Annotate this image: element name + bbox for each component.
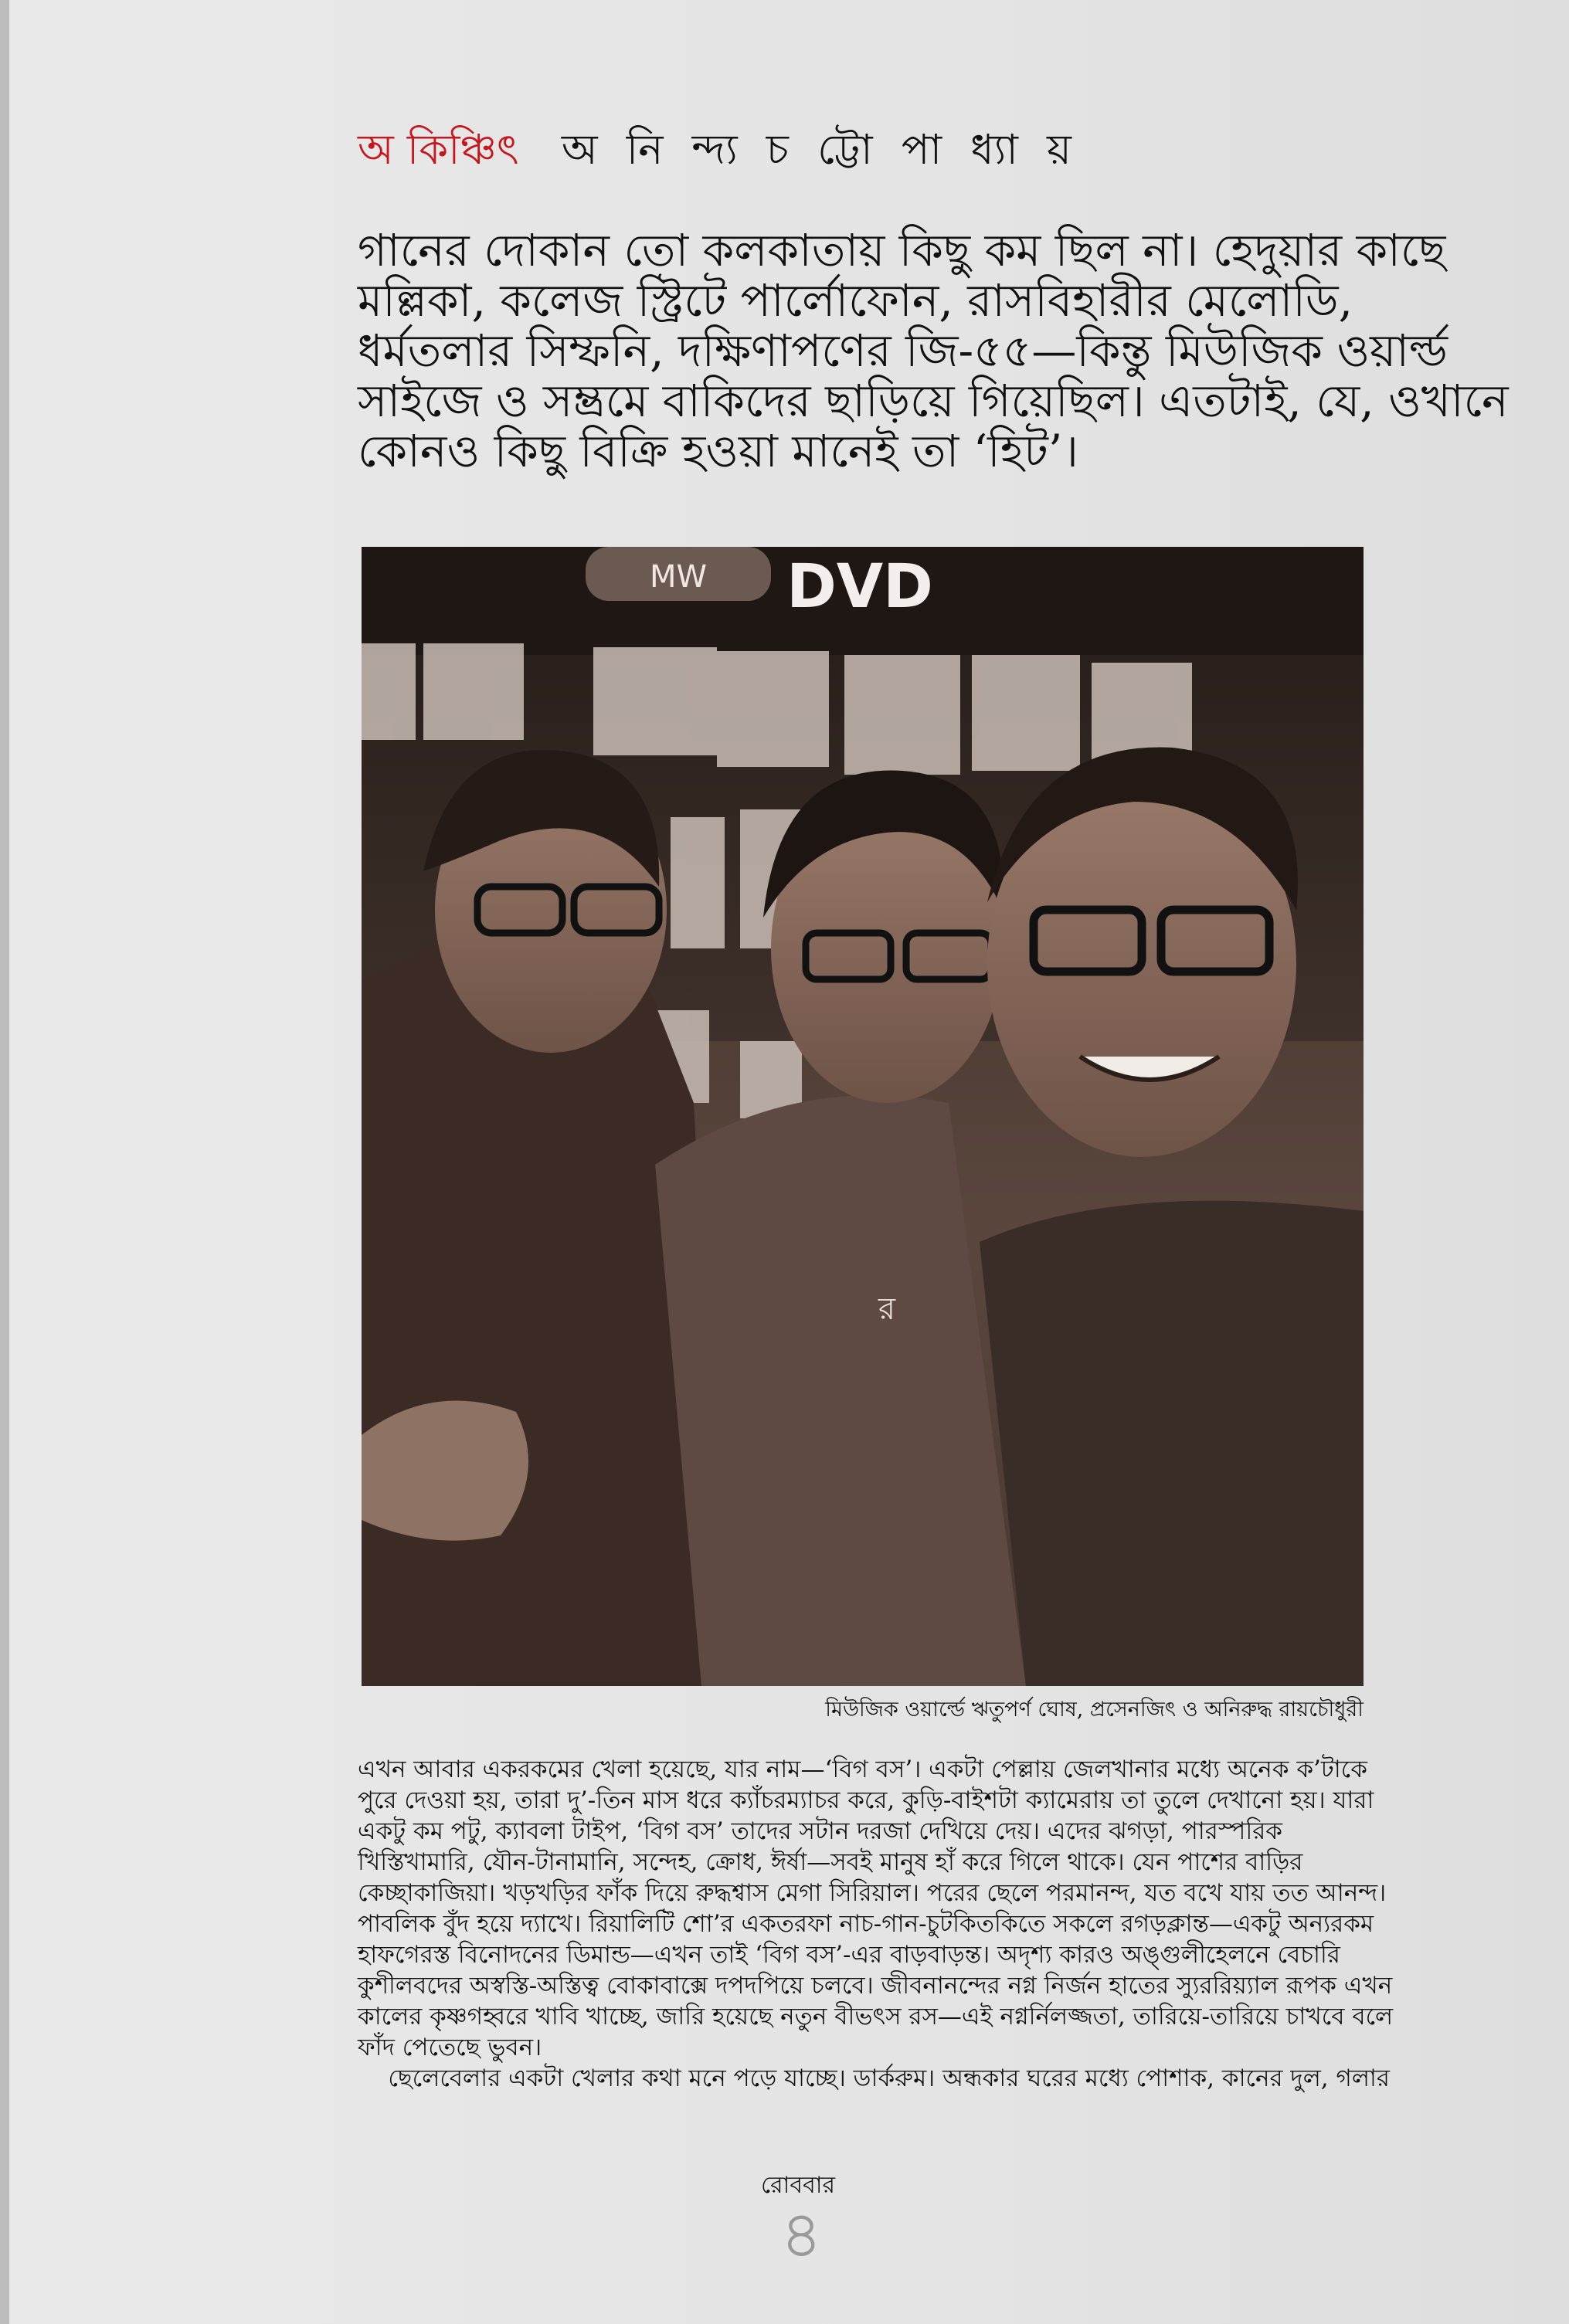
lead-paragraph — [358, 224, 1509, 477]
photo-caption: মিউজিক ওয়ার্ল্ডে ঋতুপর্ণ ঘোষ, প্রসেনজিৎ ও অনিরুদ্ধ রায়চৌধুরী — [825, 1698, 1364, 1722]
store-logo: MW — [649, 559, 708, 595]
body-line: ফাঁদ পেতেছে ভুবন। — [358, 2034, 542, 2061]
page-number: ৪ — [780, 2200, 823, 2271]
body-line: কালের কৃষ্ণগহ্বরে খাবি খাচ্ছে, জারি হয়েছে নতুন বীভৎস রস—এই নগ্নর্নিলজ্জতা, তারিয়ে-তারিয়ে চাখবে বলে — [358, 2003, 1394, 2031]
article-header — [358, 117, 1079, 187]
body-line: এখন আবার একরকমের খেলা হয়েছে, যার নাম—‘বিগ বস’। একটা পেল্লায় জেলখানার মধ্যে অনেক ক’টাকে — [358, 1756, 1367, 1783]
body-line: কুশীলবদের অস্বস্তি-অস্তিত্ব বোকাবাক্সে দপদপিয়ে চলবে। জীবনানন্দের নগ্ন নির্জন হাতের স্যুররিয়্যাল রূপক এখন — [358, 1972, 1393, 2000]
lead-line: সাইজে ও সম্ভ্রমে বাকিদের ছাড়িয়ে গিয়েছিল। এতটাই, যে, ওখানে — [358, 375, 1509, 427]
body-line: পুরে দেওয়া হয়, তারা দু’-তিন মাস ধরে ক্যাঁচরম্যাচর করে, কুড়ি-বাইশটা ক্যামেরায় তা তুলে দেখানো হয়। যারা — [358, 1786, 1374, 1814]
author-name: অ নি ন্দ্য চ ট্টো পা ধ্যা য় — [561, 125, 1079, 174]
body-line: পাবলিক বুঁদ হয়ে দ্যাখে। রিয়ালিটি শো’র একতরফা নাচ-গান-চুটকিতকিতে সকলে রগড়ক্লান্ত—একটু অন্যরকম — [358, 1910, 1374, 1938]
shirt-logo: র — [878, 1291, 896, 1327]
body-line: কেচ্ছাকাজিয়া। খড়খড়ির ফাঁক দিয়ে রুদ্ধশ্বাস মেগা সিরিয়াল। পরের ছেলে পরমানন্দ, যত বখে যায় তত আনন্দ। — [358, 1879, 1387, 1907]
page-left-edge — [0, 0, 9, 2324]
person-right-body — [980, 1201, 1364, 1686]
body-line: একটু কম পটু, ক্যাবলা টাইপ, ‘বিগ বস’ তাদের সটান দরজা দেখিয়ে দেয়। এদের ঝগড়া, পারস্পরিক — [358, 1817, 1282, 1845]
column-title: অ কিঞ্চিৎ — [358, 125, 519, 174]
store-sign-text: DVD — [786, 552, 933, 622]
body-line: খিস্তিখামারি, যৌন-টানামানি, সন্দেহ, ক্রোধ, ঈর্ষা—সবই মানুষ হাঁ করে গিলে থাকে। যেন পাশের বাড়ির — [358, 1848, 1303, 1876]
magazine-name: রোববার — [761, 2172, 835, 2199]
lead-line: কোনও কিছু বিক্রি হওয়া মানেই তা ‘হিট’। — [358, 425, 1079, 477]
person-left-hand — [362, 1400, 528, 1540]
body-line: হাফগেরস্ত বিনোদনের ডিমান্ড—এখন তাই ‘বিগ বস’-এর বাড়বাড়ন্ত। অদৃশ্য কারও অঙ্গুলীহেলনে বেচারি — [358, 1941, 1340, 1969]
body-line: ছেলেবেলার একটা খেলার কথা মনে পড়ে যাচ্ছে। ডার্করুম। অন্ধকার ঘরের মধ্যে পোশাক, কানের দুল, গলার — [358, 2064, 1390, 2092]
photo-illustration — [362, 547, 1364, 1686]
body-text — [358, 1754, 1455, 2094]
lead-line: ধর্মতলার সিম্ফনি, দক্ষিণাপণের জি-৫৫—কিন্তু মিউজিক ওয়ার্ল্ড — [358, 324, 1448, 377]
lead-line: মল্লিকা, কলেজ স্ট্রিটে পার্লোফোন, রাসবিহারীর মেলোডি, — [358, 274, 1353, 327]
lead-line: গানের দোকান তো কলকাতায় কিছু কম ছিল না। হেদুয়ার কাছে — [358, 224, 1446, 277]
person-middle-body — [655, 1095, 1026, 1686]
article-photo — [362, 547, 1364, 1686]
